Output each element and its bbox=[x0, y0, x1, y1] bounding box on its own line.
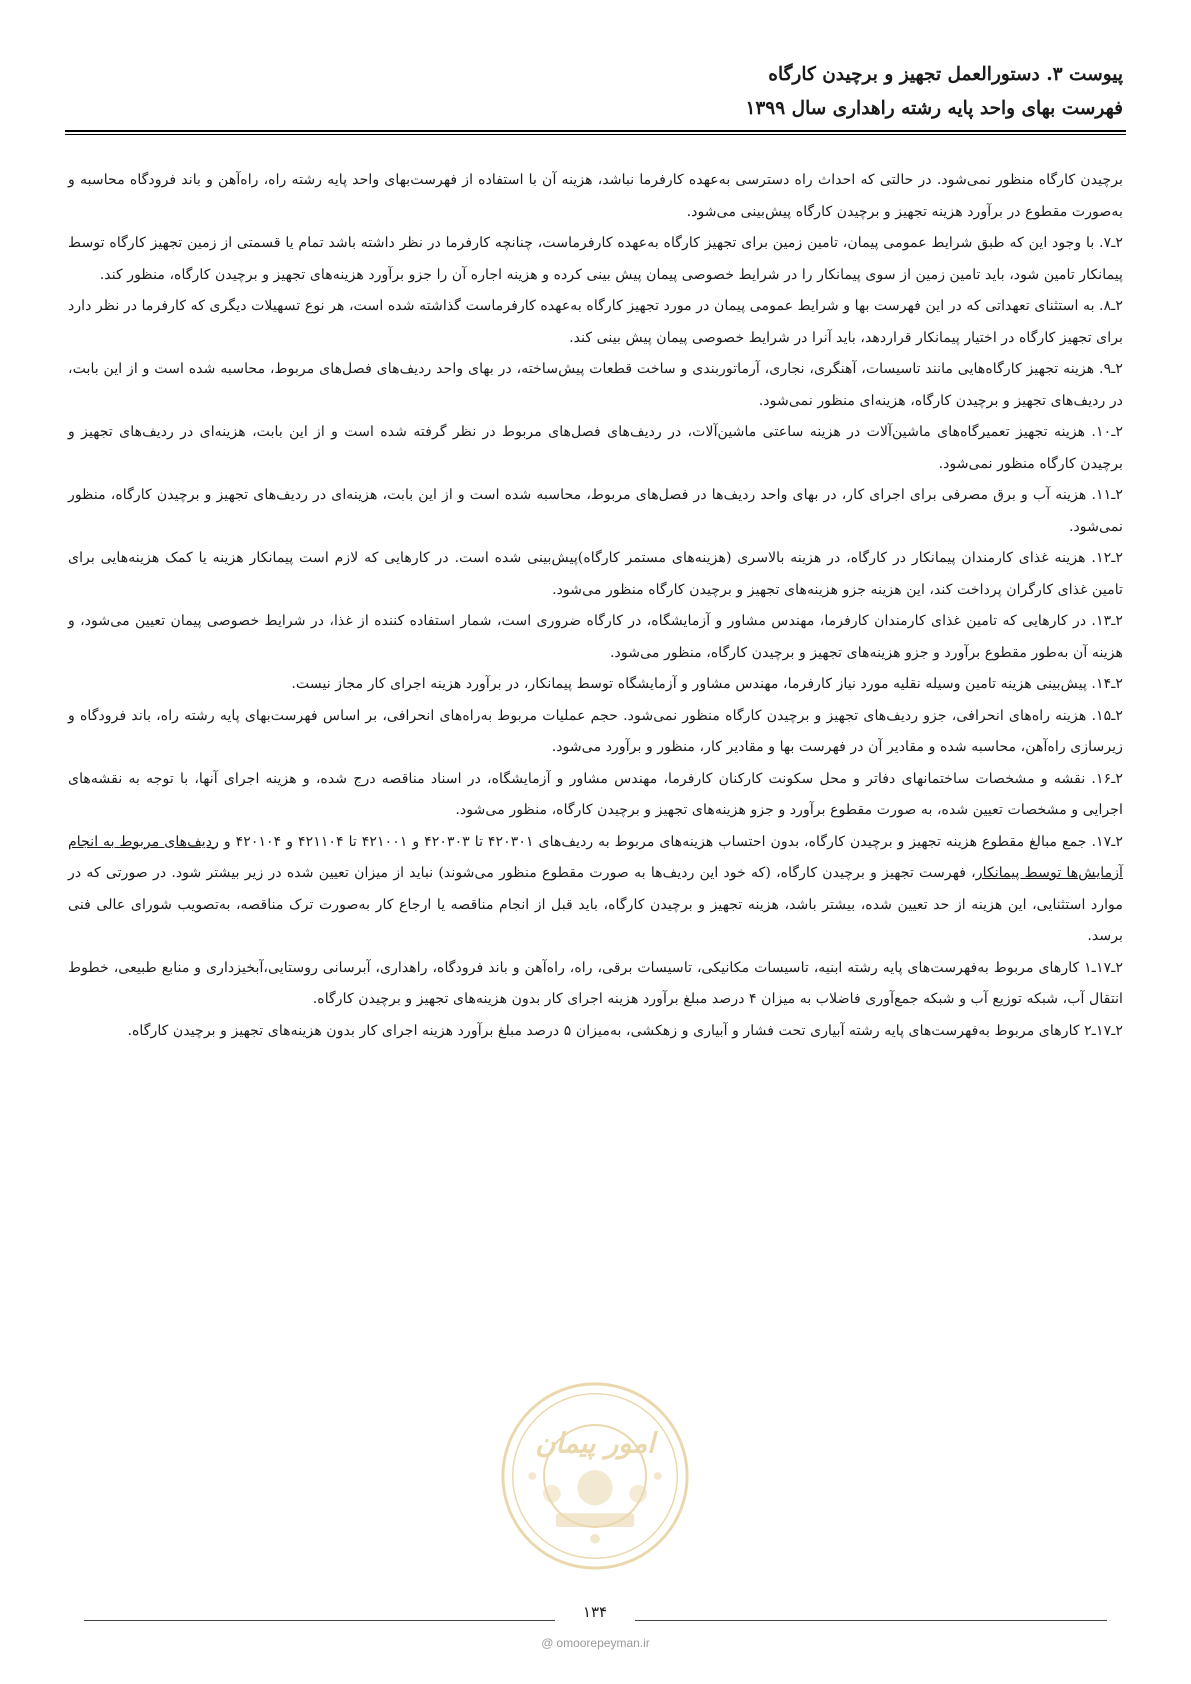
sub-paragraph: ۲ـ۱۷ـ۲ کارهای مربوط به‌فهرست‌های پایه رشته آبیاری تحت فشار و آبیاری و زهکشی، به‌میزان ۵ درصد مبلغ برآورد هزینه اجرای کار بدون هزینه‌های تجهیز و برچیدن کارگاه. bbox=[127, 1022, 1123, 1039]
site-url: omoorepeyman.ir bbox=[556, 1636, 650, 1650]
paragraph-17-start: ۲ـ۱۷. جمع مبالغ مقطوع هزینه تجهیز و برچیدن کارگاه، بدون احتساب هزینه‌های مربوط به ردیف‌های ۴۲۰۳۰۱ تا ۴۲۰۳۰۳ و ۴۲۱۰۰۱ تا ۴۲۱۱۰۴ و ۴۲۰۱۰۴ و bbox=[218, 833, 1124, 850]
header-divider bbox=[65, 130, 1126, 135]
paragraph: ۲ـ۱۱. هزینه آب و برق مصرفی برای اجرای کار، در بهای واحد ردیف‌ها در فصل‌های مربوط، محاسبه شده است و از این بابت، هزینه‌ای در ردیف‌های تجهیز و برچیدن کارگاه، منظور نمی‌شود. bbox=[68, 487, 1123, 535]
paragraph: ۲ـ۱۶. نقشه و مشخصات ساختمانهای دفاتر و محل سکونت کارکنان کارفرما، مهندس مشاور و آزمایشگاه، در اسناد مناقصه درج شده، و هزینه اجرای آنها، با توجه به نقشه‌های اجرایی و مشخصات تعیین شده، به صورت مقطوع برآورد و جزو هزینه‌های تجهیز و برچیدن کارگاه، منظور می‌شود. bbox=[68, 770, 1123, 818]
site-credit bbox=[0, 1636, 1191, 1650]
paragraph: برچیدن کارگاه منظور نمی‌شود. در حالتی که احداث راه دسترسی به‌عهده کارفرما نباشد، هزینه آن با استفاده از فهرست‌بهای واحد پایه رشته راه، راه‌آهن و باند فرودگاه محاسبه و به‌صورت مقطوع در برآورد هزینه تجهیز و برچیدن کارگاه پیش‌بینی می‌شود. bbox=[68, 172, 1123, 220]
paragraph: ۲ـ۱۵. هزینه راه‌های انحرافی، جزو ردیف‌های تجهیز و برچیدن کارگاه منظور نمی‌شود. حجم عملیات مربوط به‌راه‌های انحرافی، بر اساس فهرست‌بهای پایه رشته راه، باند فرودگاه و زیرسازی راه‌آهن، محاسبه شده و مقادیر آن در فهرست بها و مقادیر کار، منظور و برآورد می‌شود. bbox=[68, 707, 1123, 755]
paragraph: ۲ـ۱۳. در کارهایی که تامین غذای کارمندان کارفرما، مهندس مشاور و آزمایشگاه، در کارگاه ضروری است، شمار استفاده کننده از غذا، در شرایط خصوصی پیمان تعیین می‌شود، و هزینه آن به‌طور مقطوع برآورد و جزو هزینه‌های تجهیز و برچیدن کارگاه، منظور می‌شود. bbox=[68, 613, 1123, 661]
paragraph: ۲ـ۷. با وجود این که طبق شرایط عمومی پیمان، تامین زمین برای تجهیز کارگاه به‌عهده کارفرماست، چنانچه کارفرما در نظر داشته باشد تمام یا قسمتی از زمین تجهیز کارگاه توسط پیمانکار تامین شود، باید تامین زمین از سوی پیمانکار را در شرایط خصوصی پیمان پیش بینی کرده و هزینه اجاره آن را جزو برآورد هزینه‌های تجهیز و برچیدن کارگاه، منظور کند. bbox=[68, 235, 1123, 283]
paragraph: ۲ـ۱۴. پیش‌بینی هزینه تامین وسیله نقلیه مورد نیاز کارفرما، مهندس مشاور و آزمایشگاه توسط پیمانکار، در برآورد هزینه اجرای کار مجاز نیست. bbox=[291, 676, 1123, 692]
watermark-seal bbox=[497, 1378, 693, 1574]
header-appendix-title: پیوست ۳. دستورالعمل تجهیز و برچیدن کارگاه bbox=[768, 64, 1123, 85]
watermark-text: امور پیمان bbox=[535, 1427, 655, 1460]
sub-paragraph: ۲ـ۱۷ـ۱ کارهای مربوط به‌فهرست‌های پایه رشته ابنیه، تاسیسات مکانیکی، تاسیسات برقی، راه، راه‌آهن و باند فرودگاه، راهداری، آبرسانی روستایی،آبخیزداری و منابع طبیعی، خطوط انتقال آب، شبکه توزیع آب و شبکه جمع‌آوری فاضلاب به میزان ۴ درصد مبلغ برآورد هزینه اجرای کار بدون هزینه‌های تجهیز و برچیدن کارگاه. bbox=[68, 959, 1123, 1007]
at-sign-icon: @ bbox=[541, 1636, 554, 1650]
paragraph-17-end: ، فهرست تجهیز و برچیدن کارگاه، (که خود این ردیف‌ها به صورت مقطوع منظور می‌شوند) نباید از میزان تعیین شده در زیر بیشتر شود. در صورتی که در موارد استثنایی، این هزینه از حد تعیین شده، بیشتر باشد، هزینه تجهیز و برچیدن کارگاه، باید قبل از انجام مناقصه یا ارجاع کار به‌صورت ترک مناقصه، به‌تصویب شورای عالی فنی برسد. bbox=[68, 865, 1123, 944]
header-price-list-title: فهرست بهای واحد پایه رشته راهداری سال ۱۳۹۹ bbox=[745, 98, 1123, 119]
paragraph-17 bbox=[68, 827, 1123, 953]
paragraph: ۲ـ۹. هزینه تجهیز کارگاه‌هایی مانند تاسیسات، آهنگری، نجاری، آرماتوربندی و ساخت قطعات پیش‌ساخته، در بهای واحد ردیف‌های فصل‌های مربوط، محاسبه شده است و از این بابت، در ردیف‌های تجهیز و برچیدن کارگاه، هزینه‌ای منظور نمی‌شود. bbox=[68, 361, 1123, 409]
page-header bbox=[68, 58, 1123, 126]
paragraph: ۲ـ۱۲. هزینه غذای کارمندان پیمانکار در کارگاه، در هزینه بالاسری (هزینه‌های مستمر کارگاه)پیش‌بینی شده است. در کارهایی که لازم است پیمانکار هزینه یا کمک هزینه‌هایی برای تامین غذای کارگران پرداخت کند، این هزینه جزو هزینه‌های تجهیز و برچیدن کارگاه منظور می‌شود. bbox=[68, 550, 1123, 598]
paragraph: ۲ـ۸. به استثنای تعهداتی که در این فهرست بها و شرایط عمومی پیمان در مورد تجهیز کارگاه به‌عهده کارفرماست گذاشته شده است، هر نوع تسهیلات دیگری که کارفرما در نظر دارد برای تجهیز کارگاه در اختیار پیمانکار قراردهد، باید آنرا در شرایط خصوصی پیمان پیش بینی کند. bbox=[68, 298, 1123, 346]
paragraph: ۲ـ۱۰. هزینه تجهیز تعمیرگاه‌های ماشین‌آلات در هزینه ساعتی ماشین‌آلات، در ردیف‌های فصل‌های مربوط در نظر گرفته شده است و از این بابت، هزینه‌ای در ردیف‌های تجهیز و برچیدن کارگاه منظور نمی‌شود. bbox=[68, 424, 1123, 472]
underlined-phrase: ردیف‌های مربوط به انجام آزمایش‌ها توسط پیمانکار bbox=[68, 833, 1123, 881]
page-number: ۱۳۴ bbox=[555, 1602, 635, 1622]
document-body bbox=[68, 165, 1123, 1047]
